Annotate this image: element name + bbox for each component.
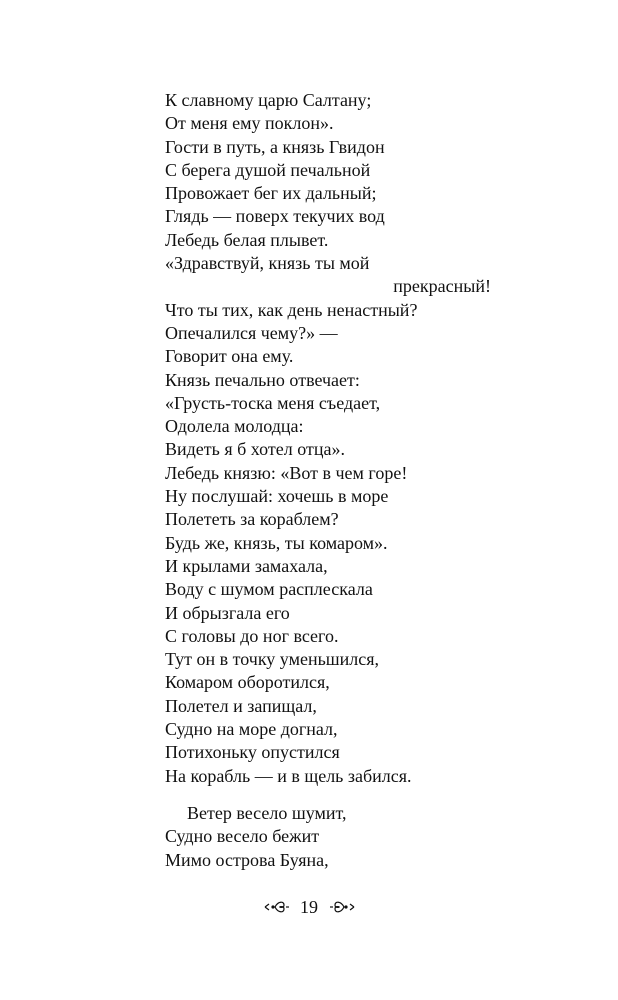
poem-line: И обрызгала его <box>165 602 290 623</box>
poem-line: Что ты тих, как день ненастный? <box>165 299 418 320</box>
poem-line: Гости в путь, а князь Гвидон <box>165 136 385 157</box>
poem-line: Лебедь князю: «Вот в чем горе! <box>165 462 408 483</box>
poem-line: Тут он в точку уменьшился, <box>165 649 380 670</box>
poem-line-continuation: прекрасный! <box>393 276 491 297</box>
poem-line: Судно весело бежит <box>165 826 320 847</box>
stanza-2 <box>165 802 525 872</box>
poem-line: Опечалился чему?» — <box>165 322 338 343</box>
poem-line: К славному царю Салтану; <box>165 90 372 110</box>
poem-line: Говорит она ему. <box>165 346 294 367</box>
page-number: 19 <box>300 896 318 917</box>
poem-line: Лебедь белая плывет. <box>165 229 329 250</box>
poem-line: Полетел и запищал, <box>165 695 317 716</box>
poem-line: Потихоньку опустился <box>165 742 340 763</box>
poem-line: И крылами замахала, <box>165 555 328 576</box>
poem-line: Одолела молодца: <box>165 416 304 437</box>
poem-line: Ветер весело шумит, <box>187 802 347 823</box>
stanza-1 <box>165 89 525 788</box>
poem-line: Судно на море догнал, <box>165 719 338 740</box>
poem-line: Мимо острова Буяна, <box>165 849 329 870</box>
poem-line: Глядь — поверх текучих вод <box>165 206 385 227</box>
page-footer <box>0 893 618 919</box>
poem-line: Ну послушай: хочешь в море <box>165 486 389 507</box>
fleuron-icon <box>264 900 290 914</box>
poem-line: Полететь за кораблем? <box>165 509 339 530</box>
poem-line: С берега душой печальной <box>165 159 371 180</box>
fleuron-icon <box>329 900 355 914</box>
poem-line: Видеть я б хотел отца». <box>165 439 345 460</box>
poem-line: Будь же, князь, ты комаром». <box>165 532 388 553</box>
poem-text <box>165 89 525 872</box>
poem-line: «Здравствуй, князь ты мой <box>165 253 370 274</box>
poem-line: С головы до ног всего. <box>165 625 339 646</box>
poem-line: Князь печально отвечает: <box>165 369 360 390</box>
poem-line: От меня ему поклон». <box>165 113 334 134</box>
poem-line: Воду с шумом расплескала <box>165 579 373 600</box>
poem-line: Комаром оборотился, <box>165 672 330 693</box>
poem-line: На корабль — и в щель забился. <box>165 765 412 786</box>
poem-line: Провожает бег их дальный; <box>165 183 377 204</box>
poem-line: «Грусть-тоска меня съедает, <box>165 392 381 413</box>
